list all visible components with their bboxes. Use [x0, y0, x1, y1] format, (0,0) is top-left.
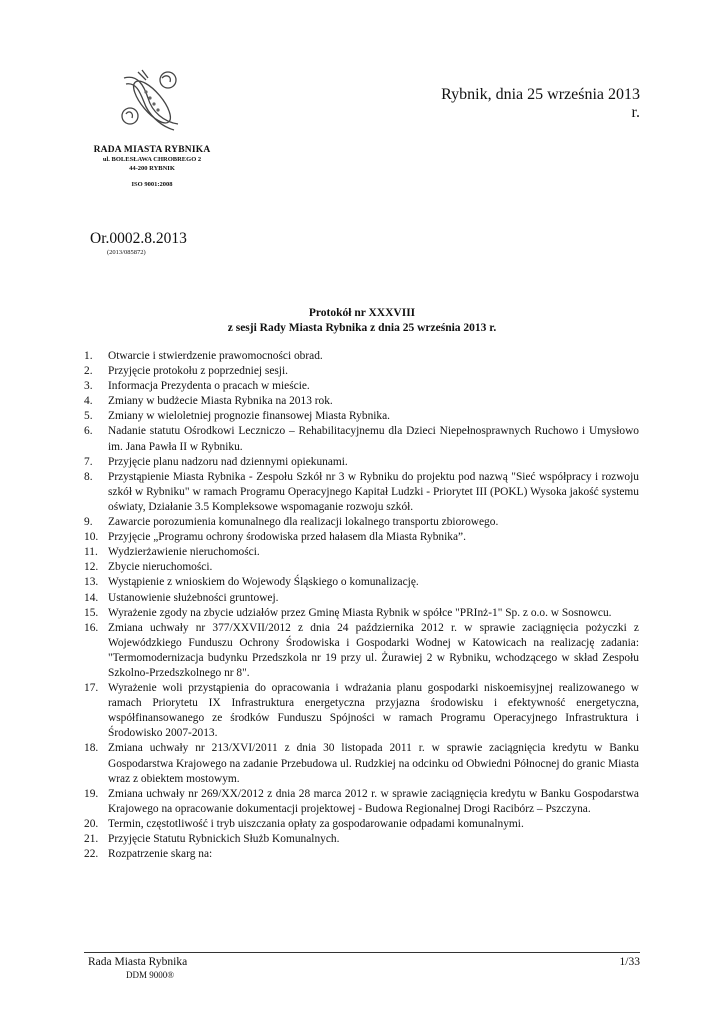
agenda-item-text: Otwarcie i stwierdzenie prawomocności obrad.	[108, 350, 323, 362]
agenda-item-number: 15.	[84, 606, 99, 619]
agenda-item	[84, 530, 639, 545]
footer-system-mark: DDM 9000®	[126, 970, 175, 980]
agenda-item-number: 8.	[84, 470, 93, 483]
agenda-item-number: 16.	[84, 621, 99, 634]
agenda-item-number: 14.	[84, 591, 99, 604]
agenda-item-text: Termin, częstotliwość i tryb uiszczania opłaty za gospodarowanie odpadami komunalnymi.	[108, 817, 524, 830]
agenda-item-number: 11.	[84, 546, 98, 559]
agenda-item-number: 1.	[84, 350, 93, 362]
agenda-item	[84, 591, 639, 606]
agenda-item-number: 5.	[84, 410, 93, 423]
agenda-item-text: Zawarcie porozumienia komunalnego dla realizacji lokalnego transportu zbiorowego.	[108, 516, 499, 529]
agenda-item	[84, 847, 639, 862]
page-number: 1/33	[619, 956, 640, 968]
agenda-item-number: 12.	[84, 561, 99, 574]
agenda-item-text: Wyrażenie woli przystąpienia do opracowania i wdrażania planu gospodarki niskoemisyjnej realizowanego w ramach Priorytetu IX Infrastruktura energetyczna przyjazna środowisku i efektywność energetyczna, współfinansowanego ze środków Funduszu Spójności w ramach Programu Operacyjnego Infrastruktura i Środowisko 2007-2013.	[108, 682, 639, 740]
agenda-item-text: Zmiana uchwały nr 213/XVI/2011 z dnia 30 listopada 2011 r. w sprawie zaciągnięcia kredytu w Banku Gospodarstwa Krajowego na zadanie Przebudowa ul. Rudzkiej na odcinku od Obwiedni Północnej do granic Miasta wraz z obiektem mostowym.	[108, 742, 639, 785]
agenda-item-text: Zmiany w wieloletniej prognozie finansowej Miasta Rybnika.	[108, 410, 391, 423]
agenda-item-number: 10.	[84, 531, 99, 544]
agenda-item	[84, 575, 639, 590]
document-date: Rybnik, dnia 25 września 2013 r.	[441, 86, 640, 121]
agenda-item	[84, 817, 639, 832]
agenda-item-number: 6.	[84, 425, 93, 438]
council-address-city: 44-200 RYBNIK	[129, 165, 175, 172]
agenda-item	[84, 409, 639, 424]
agenda-item	[84, 455, 639, 470]
protocol-title	[0, 306, 724, 336]
agenda-item	[84, 364, 639, 379]
agenda-item	[84, 349, 639, 364]
agenda-item	[84, 621, 639, 681]
agenda-item	[84, 545, 639, 560]
agenda-item	[84, 515, 639, 530]
iso-label: ISO 9001:2008	[131, 181, 173, 188]
agenda-item-number: 2.	[84, 365, 93, 378]
agenda-item-number: 21.	[84, 833, 99, 845]
coat-of-arms-icon	[118, 66, 186, 138]
agenda-item	[84, 606, 639, 621]
agenda-item-text: Rozpatrzenie skarg na:	[108, 848, 213, 861]
agenda-list	[84, 349, 639, 862]
agenda-item-text: Zbycie nieruchomości.	[108, 561, 213, 574]
agenda-item	[84, 379, 639, 394]
agenda-item-number: 17.	[84, 682, 99, 695]
agenda-item-text: Wystąpienie z wnioskiem do Wojewody Śląskiego o komunalizację.	[108, 576, 419, 589]
agenda-item-number: 20.	[84, 817, 99, 830]
agenda-item-text: Wyrażenie zgody na zbycie udziałów przez Gminę Miasta Rybnik w spółce "PRInż-1" Sp. z o.o. w Sosnowcu.	[108, 606, 612, 619]
agenda-item-text: Przyjęcie protokołu z poprzedniej sesji.	[108, 365, 288, 378]
agenda-item	[84, 681, 639, 741]
agenda-item-text: Zmiana uchwały nr 269/XX/2012 z dnia 28 marca 2012 r. w sprawie zaciągnięcia kredytu w Banku Gospodarstwa Krajowego na opracowanie dokumentacji projektowej - Budowa Regionalnej Drogi Racibórz – Pszczyna.	[108, 787, 639, 815]
agenda-item-text: Informacja Prezydenta o pracach w mieście.	[108, 380, 310, 393]
agenda-item-text: Przystąpienie Miasta Rybnika - Zespołu Szkół nr 3 w Rybniku do projektu pod nazwą "Sieć współpracy i rozwoju szkół w Rybniku" w ramach Programu Operacyjnego Kapitał Ludzki - Priorytet III (POKL) Wysoka jakość systemu oświaty, Działanie 3.5 Kompleksowe wspomaganie rozwoju szkół.	[108, 470, 639, 513]
agenda-item-number: 4.	[84, 395, 93, 408]
agenda-item-number: 9.	[84, 516, 93, 529]
agenda-item	[84, 832, 639, 847]
council-header	[60, 145, 244, 188]
agenda-item-text: Przyjęcie Statutu Rybnickich Służb Komunalnych.	[108, 833, 340, 845]
agenda-item	[84, 470, 639, 515]
agenda-item-text: Zmiana uchwały nr 377/XXVII/2012 z dnia 24 października 2012 r. w sprawie zaciągnięcia pożyczki z Wojewódzkiego Funduszu Ochrony Środowiska i Gospodarki Wodnej w Katowicach na realizację zadania: "Termomodernizacja budynku Przedszkola nr 19 przy ul. Żurawiej 2 w Rybniku, wchodzącego w skład Zespołu Szkolno-Przedszkolnego nr 8".	[108, 621, 639, 679]
protocol-title-line2: z sesji Rady Miasta Rybnika z dnia 25 września 2013 r.	[227, 322, 497, 334]
agenda-item-text: Wydzierżawienie nieruchomości.	[108, 546, 260, 559]
agenda-item-text: Przyjęcie planu nadzoru nad dziennymi opiekunami.	[108, 455, 348, 468]
agenda-item	[84, 424, 639, 454]
agenda-item-text: Ustanowienie służebności gruntowej.	[108, 591, 279, 604]
agenda-item	[84, 394, 639, 409]
agenda-item-number: 13.	[84, 576, 99, 589]
agenda-item-text: Nadanie statutu Ośrodkowi Leczniczo – Rehabilitacyjnemu dla Dzieci Niepełnosprawnych Ruchowo i Umysłowo im. Jana Pawła II w Rybniku.	[108, 425, 639, 453]
agenda-item-number: 3.	[84, 380, 93, 393]
protocol-title-line1: Protokół nr XXXVIII	[308, 307, 416, 319]
agenda-item	[84, 560, 639, 575]
agenda-item-number: 22.	[84, 848, 99, 861]
agenda-item-text: Przyjęcie „Programu ochrony środowiska przed hałasem dla Miasta Rybnika”.	[108, 531, 466, 544]
footer-divider	[84, 952, 640, 953]
agenda-item-number: 18.	[84, 742, 99, 755]
footer-council-name: Rada Miasta Rybnika	[88, 956, 188, 968]
agenda-item-text: Zmiany w budżecie Miasta Rybnika na 2013 rok.	[108, 395, 333, 408]
council-name: RADA MIASTA RYBNIKA	[93, 145, 211, 155]
agenda-item	[84, 741, 639, 786]
agenda-item-number: 7.	[84, 455, 93, 468]
agenda-item	[84, 787, 639, 817]
reference-sub-number: (2013/085872)	[107, 249, 146, 256]
council-address-street: ul. BOLESŁAWA CHROBREGO 2	[102, 156, 202, 163]
agenda-item-number: 19.	[84, 787, 99, 800]
reference-number: Or.0002.8.2013	[90, 230, 187, 247]
